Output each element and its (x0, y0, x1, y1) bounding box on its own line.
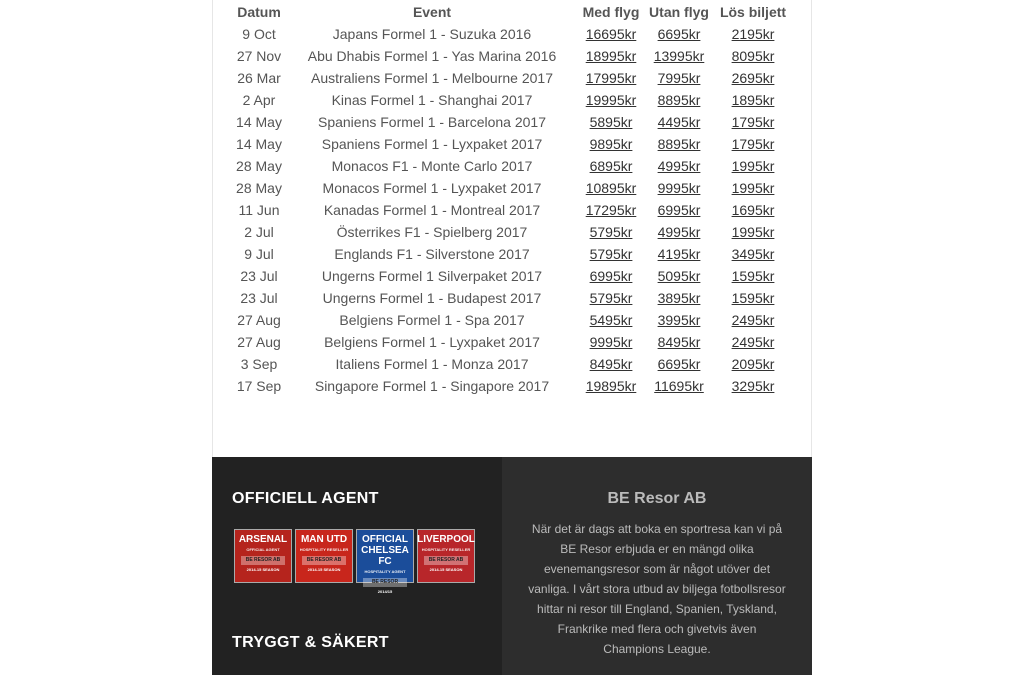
badge-subtitle: HOSPITALITY RESELLER (299, 547, 349, 552)
badge-strip: BE RESOR AB (302, 556, 346, 565)
price-with-flight-link[interactable]: 5795kr (589, 290, 633, 306)
price-with-flight-link[interactable]: 19895kr (585, 378, 637, 394)
table-cell (579, 309, 643, 331)
price-with-flight-link[interactable]: 19995kr (585, 92, 637, 108)
row-event: Belgiens Formel 1 - Spa 2017 (339, 312, 525, 328)
row-event: Englands F1 - Silverstone 2017 (334, 246, 530, 262)
table-cell (715, 89, 791, 111)
header-ticket: Lös biljett (719, 3, 787, 20)
table-row (233, 375, 791, 397)
row-event: Australiens Formel 1 - Melbourne 2017 (310, 70, 553, 86)
badge-strip: BE RESOR AB (424, 556, 468, 565)
badge-name: ARSENAL (238, 534, 288, 545)
table-cell (579, 45, 643, 67)
row-date: 26 Mar (237, 70, 281, 86)
row-date: 9 Oct (242, 26, 276, 42)
table-cell (715, 133, 791, 155)
table-row (233, 199, 791, 221)
price-ticket-link[interactable]: 1995kr (731, 158, 775, 174)
header-event: Event (412, 3, 452, 20)
header-with-flight: Med flyg (582, 3, 640, 20)
table-cell (643, 45, 715, 67)
table-row (233, 353, 791, 375)
table-row (233, 89, 791, 111)
table-cell (715, 353, 791, 375)
price-with-flight-link[interactable]: 17995kr (585, 70, 637, 86)
row-date: 14 May (236, 136, 282, 152)
row-event: Italiens Formel 1 - Monza 2017 (335, 356, 529, 372)
table-cell (715, 287, 791, 309)
price-ticket-link[interactable]: 3295kr (731, 378, 775, 394)
table-cell (715, 221, 791, 243)
price-ticket-link[interactable]: 8095kr (731, 48, 775, 64)
content-box (212, 0, 812, 457)
table-cell (643, 265, 715, 287)
price-without-flight-link[interactable]: 6695kr (657, 356, 701, 372)
badge-name: MAN UTD (300, 534, 348, 545)
price-with-flight-link[interactable]: 6995kr (589, 268, 633, 284)
price-ticket-link[interactable]: 1595kr (731, 290, 775, 306)
price-without-flight-link[interactable]: 3895kr (657, 290, 701, 306)
table-cell (643, 375, 715, 397)
table-cell (643, 111, 715, 133)
row-date: 14 May (236, 114, 282, 130)
price-with-flight-link[interactable]: 5895kr (589, 114, 633, 130)
price-with-flight-link[interactable]: 5795kr (589, 224, 633, 240)
table-cell (643, 221, 715, 243)
table-cell (643, 67, 715, 89)
footer (212, 457, 812, 675)
table-cell (643, 177, 715, 199)
row-event: Spaniens Formel 1 - Barcelona 2017 (317, 114, 547, 130)
badge-name: LIVERPOOL (417, 534, 475, 545)
table-cell (643, 331, 715, 353)
table-row (233, 45, 791, 67)
row-event: Japans Formel 1 - Suzuka 2016 (332, 26, 532, 42)
table-cell (643, 155, 715, 177)
table-cell (579, 353, 643, 375)
row-date: 27 Nov (236, 48, 282, 64)
agent-badges (234, 529, 475, 594)
agent-heading: OFFICIELL AGENT (232, 490, 379, 507)
price-ticket-link[interactable]: 2495kr (731, 312, 775, 328)
row-date: 28 May (236, 180, 282, 196)
row-event: Österrikes F1 - Spielberg 2017 (336, 224, 528, 240)
price-with-flight-link[interactable]: 8495kr (589, 356, 633, 372)
table-cell (715, 155, 791, 177)
table-cell (579, 199, 643, 221)
price-ticket-link[interactable]: 2095kr (731, 356, 775, 372)
price-with-flight-link[interactable]: 10895kr (585, 180, 637, 196)
table-cell (643, 243, 715, 265)
badge-strip: BE RESOR AB (241, 556, 285, 565)
price-with-flight-link[interactable]: 5795kr (589, 246, 633, 262)
row-date: 27 Aug (237, 312, 281, 328)
table-cell (643, 287, 715, 309)
price-with-flight-link[interactable]: 17295kr (585, 202, 637, 218)
row-event: Belgiens Formel 1 - Lyxpaket 2017 (324, 334, 540, 350)
safe-heading: TRYGGT & SÄKERT (232, 634, 389, 651)
table-row (233, 111, 791, 133)
table-header-row (233, 0, 791, 23)
badge-subtitle: OFFICIAL AGENT (246, 547, 280, 552)
agent-badge (417, 529, 475, 583)
badge-name: OFFICIAL CHELSEA FC (361, 534, 409, 567)
price-ticket-link[interactable]: 1995kr (731, 180, 775, 196)
price-ticket-link[interactable]: 1895kr (731, 92, 775, 108)
price-ticket-link[interactable]: 2695kr (731, 70, 775, 86)
price-ticket-link[interactable]: 2195kr (731, 26, 775, 42)
price-without-flight-link[interactable]: 7995kr (657, 70, 701, 86)
table-cell (715, 45, 791, 67)
table-cell (579, 67, 643, 89)
table-cell (579, 375, 643, 397)
table-cell (715, 177, 791, 199)
badge-season: 2014/15 (377, 589, 393, 594)
price-without-flight-link[interactable]: 8895kr (657, 92, 701, 108)
table-row (233, 133, 791, 155)
row-event: Ungerns Formel 1 - Budapest 2017 (322, 290, 542, 306)
price-without-flight-link[interactable]: 4195kr (657, 246, 701, 262)
price-without-flight-link[interactable]: 4995kr (657, 224, 701, 240)
row-event: Kanadas Formel 1 - Montreal 2017 (323, 202, 541, 218)
table-cell (579, 221, 643, 243)
row-event: Singapore Formel 1 - Singapore 2017 (314, 378, 550, 394)
row-event: Ungerns Formel 1 Silverpaket 2017 (321, 268, 543, 284)
badge-subtitle: HOSPITALITY RESELLER (421, 547, 471, 552)
price-without-flight-link[interactable]: 4495kr (657, 114, 701, 130)
table-cell (715, 23, 791, 45)
price-with-flight-link[interactable]: 9995kr (589, 334, 633, 350)
table-cell (579, 155, 643, 177)
table-cell (579, 111, 643, 133)
footer-left-panel (212, 457, 502, 675)
header-without-flight: Utan flyg (649, 3, 709, 20)
table-cell (579, 133, 643, 155)
row-date: 3 Sep (240, 356, 278, 372)
price-without-flight-link[interactable]: 3995kr (657, 312, 701, 328)
price-without-flight-link[interactable]: 6695kr (657, 26, 701, 42)
table-cell (715, 243, 791, 265)
table-cell (715, 309, 791, 331)
company-title: BE Resor AB (607, 490, 707, 507)
table-row (233, 331, 791, 353)
row-date: 23 Jul (240, 268, 278, 284)
price-without-flight-link[interactable]: 8495kr (657, 334, 701, 350)
table-row (233, 221, 791, 243)
table-cell (715, 111, 791, 133)
table-cell (579, 243, 643, 265)
table-cell (715, 265, 791, 287)
price-without-flight-link[interactable]: 6995kr (657, 202, 701, 218)
badge-season: 2014-15 SEASON (429, 567, 463, 572)
price-ticket-link[interactable]: 2495kr (731, 334, 775, 350)
price-without-flight-link[interactable]: 8895kr (657, 136, 701, 152)
table-cell (579, 287, 643, 309)
header-date: Datum (237, 3, 281, 20)
price-without-flight-link[interactable]: 9995kr (657, 180, 701, 196)
table-cell (643, 199, 715, 221)
table-cell (643, 309, 715, 331)
table-row (233, 67, 791, 89)
table-cell (643, 353, 715, 375)
price-without-flight-link[interactable]: 5095kr (657, 268, 701, 284)
table-cell (579, 23, 643, 45)
badge-season: 2014-15 SEASON (246, 567, 280, 572)
price-ticket-link[interactable]: 1795kr (731, 114, 775, 130)
company-description: När det är dags att boka en sportresa kan vi på BE Resor erbjuda er en mängd olika evenemangsresor som är något utöver det vanliga. I vårt stora utbud av biljega fotbollsresor hittar ni resor till England, Spanien, Tyskland, Frankrike med flera och givetvis även Champions League. (528, 522, 786, 656)
table-row (233, 177, 791, 199)
table-row (233, 265, 791, 287)
table-cell (579, 177, 643, 199)
badge-subtitle: HOSPITALITY AGENT (364, 569, 406, 574)
table-cell (715, 67, 791, 89)
price-with-flight-link[interactable]: 6895kr (589, 158, 633, 174)
price-with-flight-link[interactable]: 5495kr (589, 312, 633, 328)
table-row (233, 23, 791, 45)
table-cell (579, 89, 643, 111)
price-ticket-link[interactable]: 1695kr (731, 202, 775, 218)
table-cell (715, 199, 791, 221)
price-ticket-link[interactable]: 1995kr (731, 224, 775, 240)
table-cell (643, 89, 715, 111)
table-cell (643, 23, 715, 45)
price-without-flight-link[interactable]: 13995kr (653, 48, 705, 64)
row-date: 28 May (236, 158, 282, 174)
row-date: 23 Jul (240, 290, 278, 306)
row-event: Monacos Formel 1 - Lyxpaket 2017 (322, 180, 542, 196)
price-with-flight-link[interactable]: 16695kr (585, 26, 637, 42)
price-ticket-link[interactable]: 1595kr (731, 268, 775, 284)
row-event: Abu Dhabis Formel 1 - Yas Marina 2016 (307, 48, 557, 64)
row-date: 17 Sep (236, 378, 282, 394)
row-date: 2 Apr (242, 92, 276, 108)
table-cell (715, 375, 791, 397)
table-cell (579, 265, 643, 287)
events-table-body (233, 23, 791, 397)
badge-strip: BE RESOR (363, 578, 407, 587)
agent-badge (295, 529, 353, 583)
row-event: Kinas Formel 1 - Shanghai 2017 (331, 92, 533, 108)
agent-badge (356, 529, 414, 594)
events-table (233, 0, 791, 397)
price-without-flight-link[interactable]: 4995kr (657, 158, 701, 174)
price-without-flight-link[interactable]: 11695kr (654, 378, 704, 394)
row-date: 9 Jul (244, 246, 274, 262)
badge-season: 2014-15 SEASON (307, 567, 341, 572)
footer-right-panel (502, 457, 812, 675)
table-row (233, 309, 791, 331)
table-cell (643, 133, 715, 155)
table-row (233, 243, 791, 265)
row-event: Spaniens Formel 1 - Lyxpaket 2017 (321, 136, 543, 152)
table-cell (579, 331, 643, 353)
table-cell (715, 331, 791, 353)
price-ticket-link[interactable]: 3495kr (731, 246, 775, 262)
price-with-flight-link[interactable]: 18995kr (585, 48, 637, 64)
row-date: 2 Jul (244, 224, 274, 240)
row-event: Monacos F1 - Monte Carlo 2017 (331, 158, 533, 174)
agent-badge (234, 529, 292, 583)
price-ticket-link[interactable]: 1795kr (731, 136, 775, 152)
table-row (233, 287, 791, 309)
row-date: 27 Aug (237, 334, 281, 350)
table-row (233, 155, 791, 177)
row-date: 11 Jun (238, 202, 280, 218)
price-with-flight-link[interactable]: 9895kr (589, 136, 633, 152)
